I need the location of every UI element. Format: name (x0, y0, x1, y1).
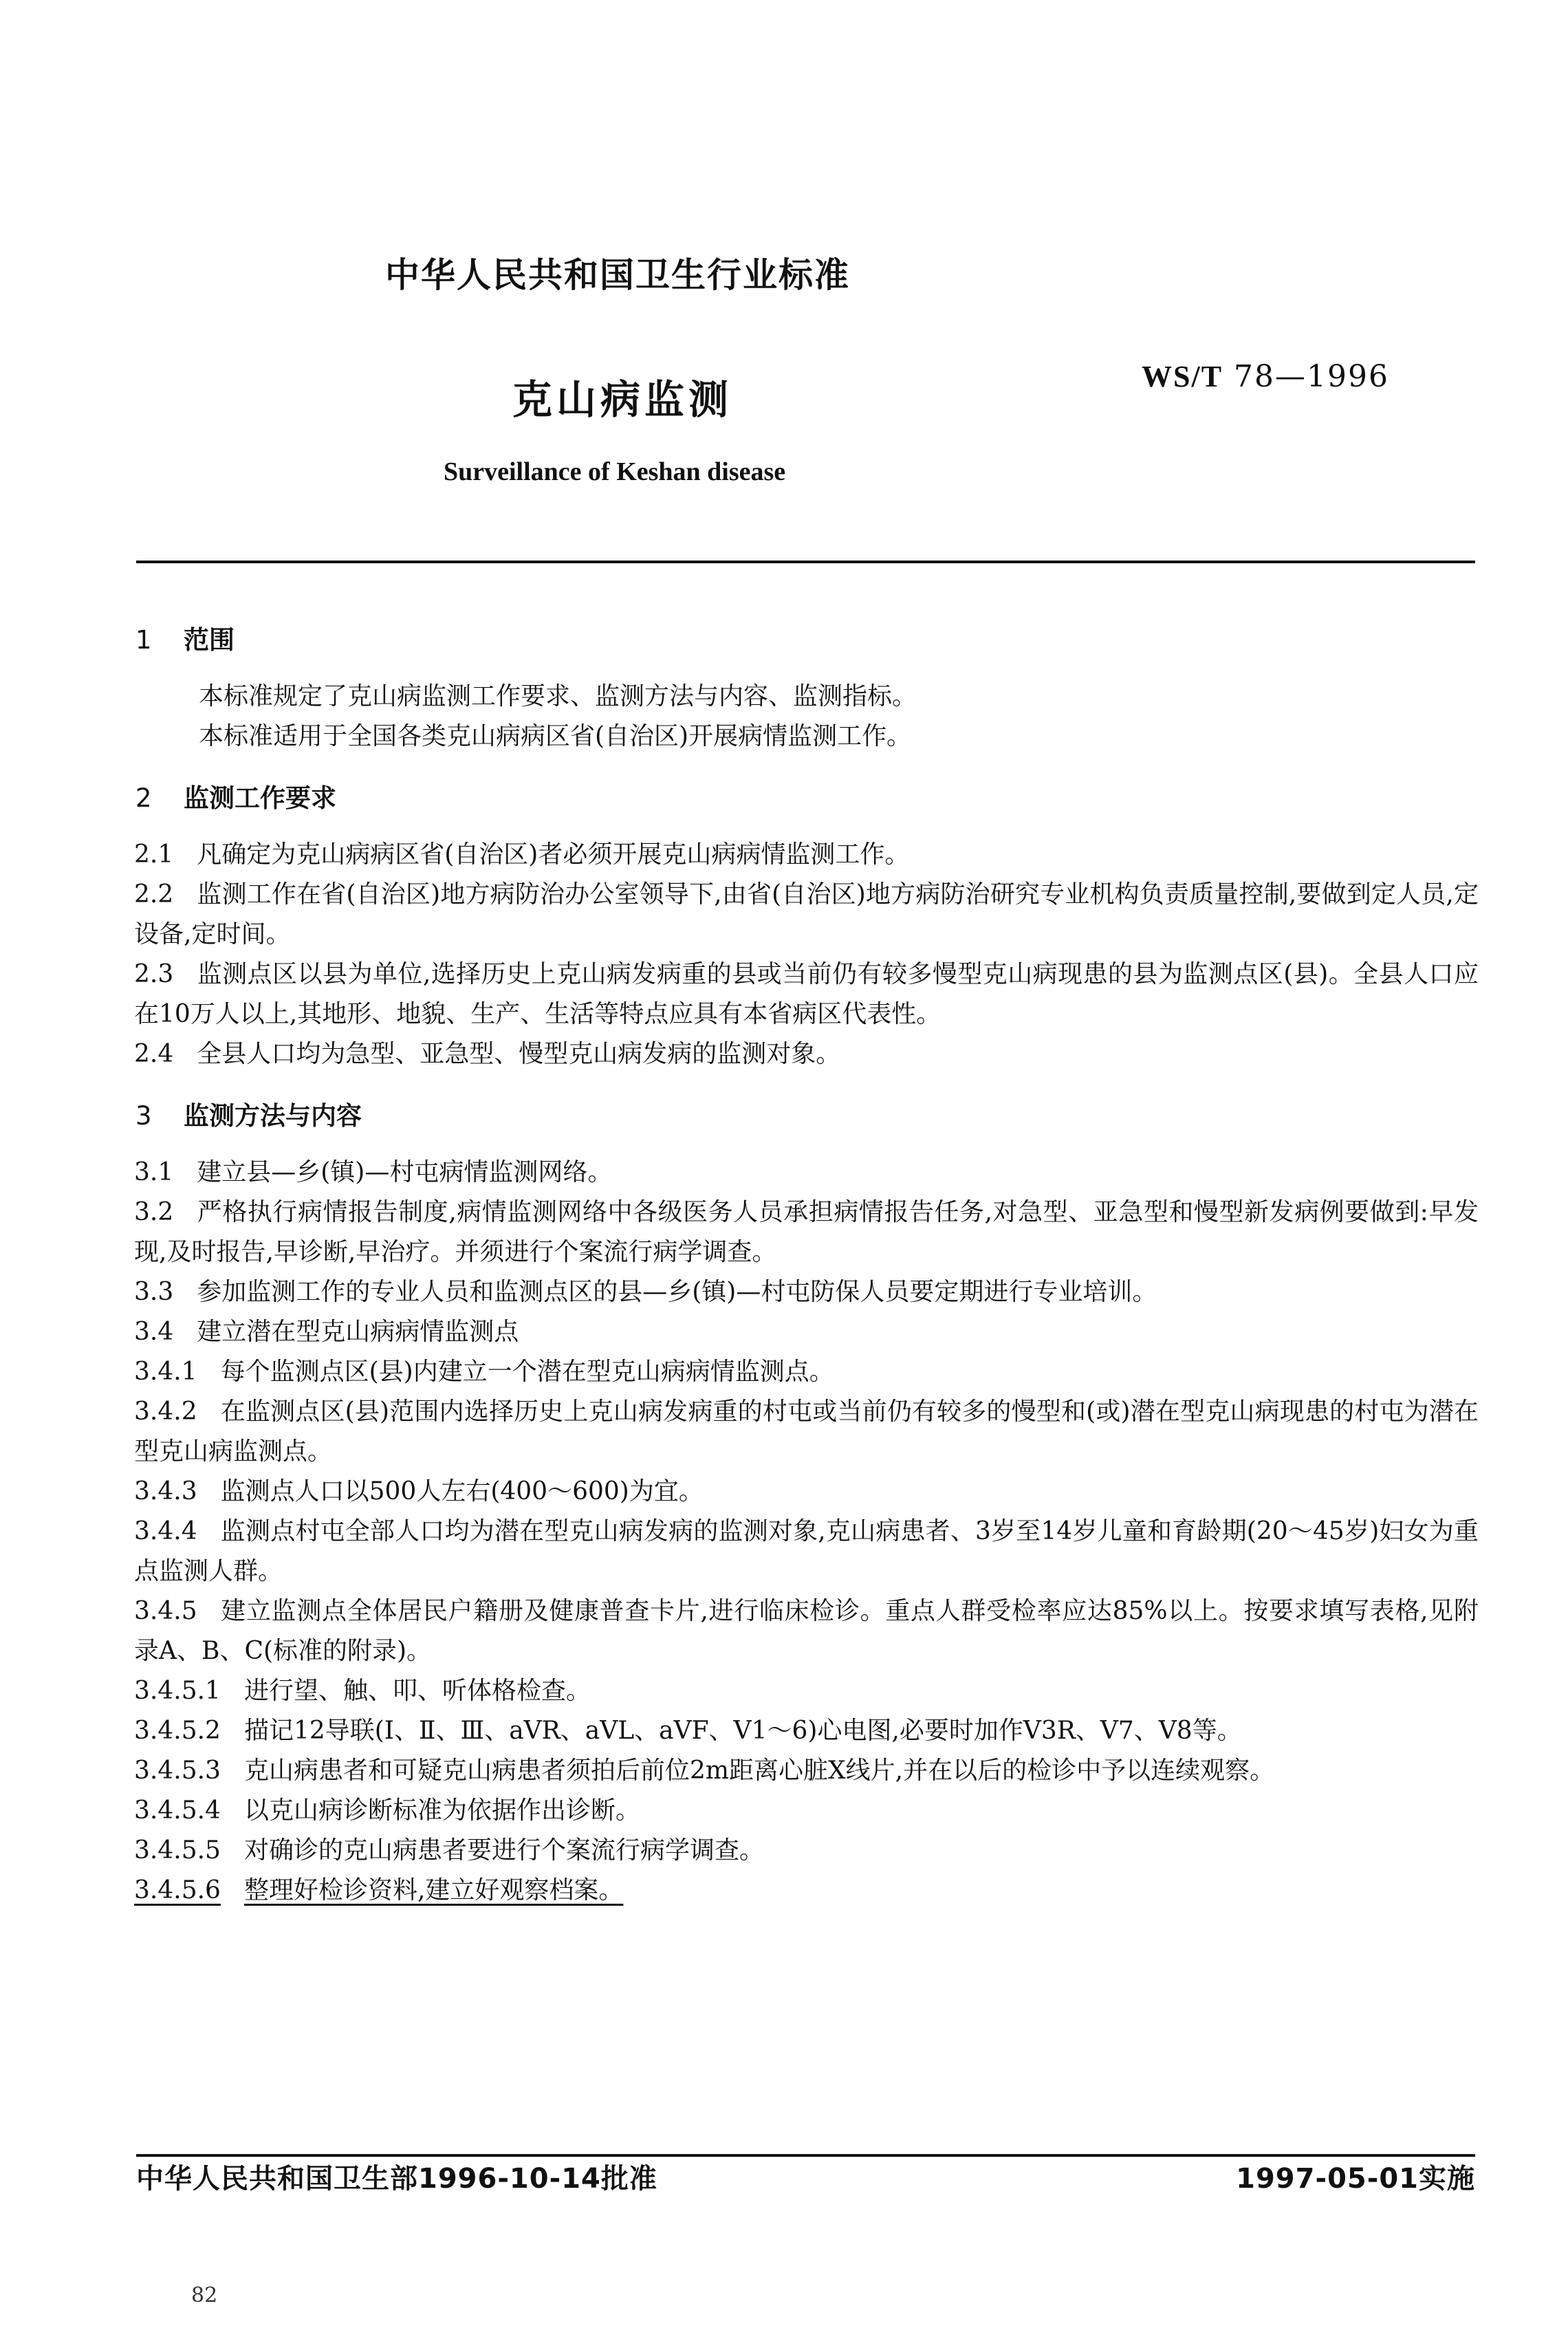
clause-number: 3.4.1 (134, 1358, 197, 1386)
clause (134, 1671, 1479, 1711)
scope-paragraph: 本标准规定了克山病监测工作要求、监测方法与内容、监测指标。 (199, 682, 917, 710)
clause (134, 1312, 1479, 1352)
section-heading-scope (134, 619, 1479, 656)
clause (134, 1153, 1479, 1193)
clause-text: 描记12导联(Ⅰ、Ⅱ、Ⅲ、aVR、aVL、aVF、V1～6)心电图,必要时加作V3R、V7、V8等。 (243, 1717, 1242, 1745)
section-number: 2 (135, 783, 152, 813)
clause (134, 875, 1479, 955)
clause-text: 整理好检诊资料,建立好观察档案。 (243, 1876, 624, 1904)
clause-text: 每个监测点区(县)内建立一个潜在型克山病病情监测点。 (220, 1358, 834, 1386)
document-body (134, 619, 1479, 1911)
clause-text: 凡确定为克山病病区省(自治区)者必须开展克山病病情监测工作。 (197, 840, 910, 869)
clause-text: 建立监测点全体居民户籍册及健康普查卡片,进行临床检诊。重点人群受检率应达85%以上。按要求填写表格,见附录A、B、C(标准的附录)。 (134, 1597, 1479, 1665)
page-number: 82 (191, 2283, 218, 2307)
clause-number: 2.1 (134, 840, 174, 869)
english-title: Surveillance of Keshan disease (444, 457, 786, 486)
section-number: 3 (135, 1101, 152, 1131)
clause-number: 3.4.5.3 (134, 1757, 221, 1785)
clause (134, 1791, 1479, 1831)
standard-code-prefix: WS/T (1142, 360, 1223, 393)
clause-number: 3.4.5.2 (134, 1717, 221, 1745)
clause-text: 全县人口均为急型、亚急型、慢型克山病发病的监测对象。 (197, 1040, 841, 1068)
clause (134, 1751, 1479, 1791)
clause (134, 1193, 1479, 1272)
clause-text: 参加监测工作的专业人员和监测点区的县—乡(镇)—村屯防保人员要定期进行专业培训。 (197, 1278, 1157, 1306)
scope-paragraph: 本标准适用于全国各类克山病病区省(自治区)开展病情监测工作。 (199, 722, 912, 750)
clause-number: 3.4.2 (134, 1398, 197, 1426)
clause-text: 建立县—乡(镇)—村屯病情监测网络。 (197, 1158, 613, 1186)
clause (134, 1352, 1479, 1392)
clause-text: 监测点区以县为单位,选择历史上克山病发病重的县或当前仍有较多慢型克山病现患的县为监测点区(县)。全县人口应在10万人以上,其地形、地貌、生产、生活等特点应具有本省病区代表性。 (134, 960, 1479, 1028)
clause-text: 建立潜在型克山病病情监测点 (197, 1318, 519, 1346)
clause (134, 1512, 1479, 1591)
clause-text: 监测点村屯全部人口均为潜在型克山病发病的监测对象,克山病患者、3岁至14岁儿童和育龄期(20～45岁)妇女为重点监测人群。 (134, 1517, 1479, 1585)
section-title: 监测方法与内容 (184, 1101, 362, 1131)
clause-number: 3.4.3 (134, 1477, 197, 1505)
clause (134, 1591, 1479, 1671)
clause (134, 1711, 1479, 1751)
section-number: 1 (135, 625, 152, 655)
clause (134, 1831, 1479, 1871)
clause-number: 3.4.5.6 (134, 1876, 221, 1904)
section-title: 监测工作要求 (184, 783, 336, 813)
clause-number: 2.4 (134, 1040, 174, 1068)
section-title: 范围 (184, 625, 235, 655)
clause (134, 1272, 1479, 1312)
clause-number: 3.4.5 (134, 1597, 197, 1625)
section-heading-requirements (134, 777, 1479, 814)
clause (134, 1392, 1479, 1472)
clause-text: 监测工作在省(自治区)地方病防治办公室领导下,由省(自治区)地方病防治研究专业机构负责质量控制,要做到定人员,定设备,定时间。 (134, 880, 1479, 948)
clause-number: 3.1 (134, 1158, 174, 1186)
implementation-date: 1997-05-01实施 (1236, 2163, 1475, 2195)
clause-number: 2.3 (134, 960, 174, 988)
clause-number: 2.2 (134, 880, 174, 909)
clause-text: 进行望、触、叩、听体格检查。 (243, 1677, 591, 1705)
clause-number: 3.4.4 (134, 1517, 197, 1545)
header-divider (136, 561, 1475, 563)
clause (134, 955, 1479, 1034)
clause-number: 3.4.5.5 (134, 1836, 221, 1865)
clause-text: 在监测点区(县)范围内选择历史上克山病发病重的村屯或当前仍有较多的慢型和(或)潜在型克山病现患的村屯为潜在型克山病监测点。 (134, 1398, 1479, 1466)
document-title: 克山病监测 (512, 376, 733, 423)
standard-category-title: 中华人民共和国卫生行业标准 (385, 255, 850, 295)
clause (134, 835, 1479, 875)
clause-number: 3.4.5.1 (134, 1677, 221, 1705)
standard-code-number: 78—1996 (1234, 359, 1390, 394)
approval-statement: 中华人民共和国卫生部1996-10-14批准 (136, 2163, 657, 2195)
clause-text: 监测点人口以500人左右(400～600)为宜。 (220, 1477, 704, 1505)
clause-number: 3.3 (134, 1278, 174, 1306)
clause (134, 1871, 1479, 1911)
clause (134, 1472, 1479, 1512)
clause (134, 1034, 1479, 1074)
clause-number: 3.4.5.4 (134, 1796, 221, 1825)
clause-text: 严格执行病情报告制度,病情监测网络中各级医务人员承担病情报告任务,对急型、亚急型和慢型新发病例要做到:早发现,及时报告,早诊断,早治疗。并须进行个案流行病学调查。 (134, 1198, 1479, 1266)
standard-code (1142, 359, 1389, 394)
clause-number: 3.4 (134, 1318, 174, 1346)
clause-text: 克山病患者和可疑克山病患者须拍后前位2m距离心脏X线片,并在以后的检诊中予以连续观察。 (243, 1757, 1275, 1785)
clause-text: 对确诊的克山病患者要进行个案流行病学调查。 (243, 1836, 764, 1865)
clause-number: 3.2 (134, 1198, 174, 1226)
section-heading-methods (134, 1095, 1479, 1132)
clause-text: 以克山病诊断标准为依据作出诊断。 (243, 1796, 640, 1825)
